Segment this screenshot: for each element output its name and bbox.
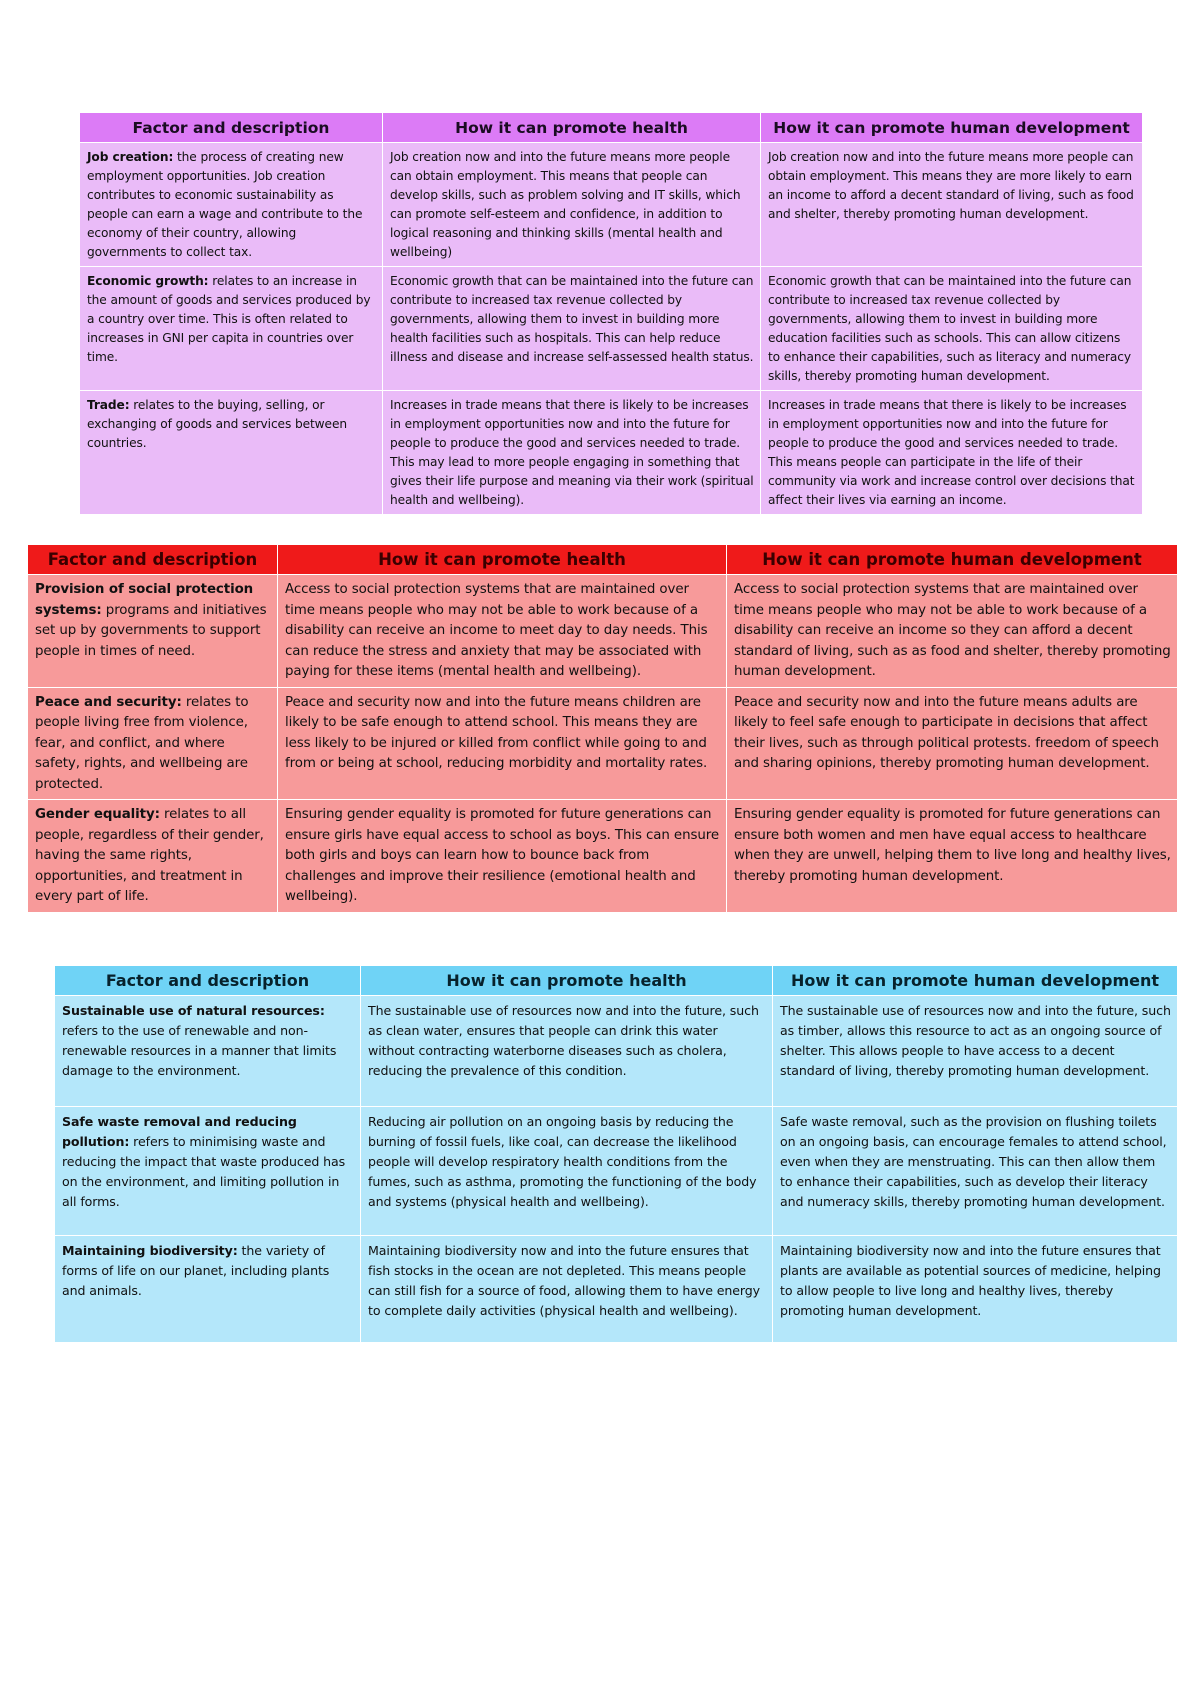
header-development: How it can promote human development (773, 966, 1178, 996)
factor-description: relates to the buying, selling, or exchanging of goods and services between countries. (87, 398, 347, 450)
table-row (55, 1236, 1178, 1343)
factor-description: relates to an increase in the amount of goods and services produced by a country over time. This is often related to increases in GNI per capita in countries over time. (87, 274, 371, 364)
factor-term: Trade: (87, 398, 130, 412)
factor-term: Sustainable use of natural resources: (62, 1003, 325, 1018)
header-factor: Factor and description (28, 545, 278, 575)
factor-term: Economic growth: (87, 274, 209, 288)
development-cell: Job creation now and into the future means more people can obtain employment. This means they are more likely to earn an income to afford a decent standard of living, such as food and shelter, thereby promoting human development. (761, 143, 1143, 267)
factor-cell (28, 687, 278, 800)
factor-cell (80, 267, 383, 391)
social-factors-table (27, 544, 1178, 913)
factor-cell (55, 1107, 361, 1236)
development-cell: Access to social protection systems that are maintained over time means people who may not be able to work because of a disability can receive an income so they can afford a decent standard of living, such as as food and shelter, thereby promoting human development. (727, 575, 1178, 688)
header-health: How it can promote health (383, 113, 761, 143)
table-header-row (80, 113, 1143, 143)
factor-cell (80, 391, 383, 515)
health-cell: Increases in trade means that there is likely to be increases in employment opportunities now and into the future for people to produce the good and services needed to trade. This may lead to more people engaging in something that gives their life purpose and meaning via their work (spiritual health and wellbeing). (383, 391, 761, 515)
development-cell: Ensuring gender equality is promoted for future generations can ensure both women and men have equal access to healthcare when they are unwell, helping them to live long and healthy lives, thereby promoting human development. (727, 800, 1178, 913)
factor-description: refers to the use of renewable and non-renewable resources in a manner that limits damage to the environment. (62, 1023, 337, 1078)
development-cell: Economic growth that can be maintained into the future can contribute to increased tax revenue collected by governments, allowing them to invest in building more education facilities such as schools. This can allow citizens to enhance their capabilities, such as literacy and numeracy skills, thereby promoting human development. (761, 267, 1143, 391)
health-cell: Economic growth that can be maintained into the future can contribute to increased tax revenue collected by governments, allowing them to invest in building more health facilities such as hospitals. This can help reduce illness and disease and increase self-assessed health status. (383, 267, 761, 391)
table-row (80, 143, 1143, 267)
factor-cell (28, 575, 278, 688)
factor-description: programs and initiatives set up by governments to support people in times of need. (35, 602, 267, 659)
economic-factors-table (79, 112, 1143, 515)
health-cell: Peace and security now and into the future means children are likely to be safe enough to attend school. This means they are less likely to be injured or killed from conflict while going to and from or being at school, reducing morbidity and mortality rates. (278, 687, 727, 800)
health-cell: Maintaining biodiversity now and into the future ensures that fish stocks in the ocean are not depleted. This means people can still fish for a source of food, allowing them to have energy to complete daily activities (physical health and wellbeing). (361, 1236, 773, 1343)
header-development: How it can promote human development (727, 545, 1178, 575)
factor-description: relates to people living free from violence, fear, and conflict, and where safety, rights, and wellbeing are protected. (35, 694, 249, 792)
factor-description: refers to minimising waste and reducing the impact that waste produced has on the environment, and limiting pollution in all forms. (62, 1134, 346, 1209)
factor-description: the process of creating new employment opportunities. Job creation contributes to economic sustainability as people can earn a wage and contribute to the economy of their country, allowing governments to collect tax. (87, 150, 363, 259)
factor-term: Job creation: (87, 150, 174, 164)
header-factor: Factor and description (55, 966, 361, 996)
header-development: How it can promote human development (761, 113, 1143, 143)
header-health: How it can promote health (278, 545, 727, 575)
factor-term: Provision of social protection systems: (35, 582, 254, 618)
header-health: How it can promote health (361, 966, 773, 996)
factor-term: Peace and security: (35, 694, 182, 710)
development-cell: Maintaining biodiversity now and into the future ensures that plants are available as potential sources of medicine, helping to allow people to live long and healthy lives, thereby promoting human development. (773, 1236, 1178, 1343)
factor-term: Gender equality: (35, 807, 160, 822)
health-cell: Access to social protection systems that are maintained over time means people who may not be able to work because of a disability can receive an income to meet day to day needs. This can reduce the stress and anxiety that may be associated with paying for these items (mental health and wellbeing). (278, 575, 727, 688)
factor-description: relates to all people, regardless of their gender, having the same rights, opportunities, and treatment in every part of life. (35, 807, 264, 904)
factor-term: Safe waste removal and reducing pollution: (62, 1114, 297, 1149)
factor-cell (55, 1236, 361, 1343)
development-cell: Safe waste removal, such as the provision on flushing toilets on an ongoing basis, can encourage females to attend school, even when they are menstruating. This can then allow them to enhance their capabilities, such as develop their literacy and numeracy skills, thereby promoting human development. (773, 1107, 1178, 1236)
factor-description: the variety of forms of life on our planet, including plants and animals. (62, 1243, 330, 1298)
health-cell: Job creation now and into the future means more people can obtain employment. This means that people can develop skills, such as problem solving and IT skills, which can promote self-esteem and confidence, in addition to logical reasoning and thinking skills (mental health and wellbeing) (383, 143, 761, 267)
table-row (55, 996, 1178, 1107)
factor-cell (55, 996, 361, 1107)
table-row (80, 267, 1143, 391)
health-cell: The sustainable use of resources now and into the future, such as clean water, ensures that people can drink this water without contracting waterborne diseases such as cholera, reducing the prevalence of this condition. (361, 996, 773, 1107)
health-cell: Ensuring gender equality is promoted for future generations can ensure girls have equal access to school as boys. This can ensure both girls and boys can learn how to bounce back from challenges and improve their resilience (emotional health and wellbeing). (278, 800, 727, 913)
table-row (28, 575, 1178, 688)
development-cell: The sustainable use of resources now and into the future, such as timber, allows this resource to act as an ongoing source of shelter. This allows people to have access to a decent standard of living, thereby promoting human development. (773, 996, 1178, 1107)
header-factor: Factor and description (80, 113, 383, 143)
table-row (28, 687, 1178, 800)
health-cell: Reducing air pollution on an ongoing basis by reducing the burning of fossil fuels, like coal, can decrease the likelihood people will develop respiratory health conditions from the fumes, such as asthma, promoting the functioning of the body and systems (physical health and wellbeing). (361, 1107, 773, 1236)
table-row (28, 800, 1178, 913)
factor-term: Maintaining biodiversity: (62, 1243, 238, 1258)
factor-cell (80, 143, 383, 267)
table-row (80, 391, 1143, 515)
table-row (55, 1107, 1178, 1236)
environmental-factors-table (54, 965, 1178, 1343)
factor-cell (28, 800, 278, 913)
table-header-row (28, 545, 1178, 575)
development-cell: Increases in trade means that there is likely to be increases in employment opportunities now and into the future for people to produce the good and services needed to trade. This means people can participate in the life of their community via work and increase control over decisions that affect their lives via earning an income. (761, 391, 1143, 515)
table-header-row (55, 966, 1178, 996)
development-cell: Peace and security now and into the future means adults are likely to feel safe enough to participate in decisions that affect their lives, such as through political protests. freedom of speech and sharing opinions, thereby promoting human development. (727, 687, 1178, 800)
